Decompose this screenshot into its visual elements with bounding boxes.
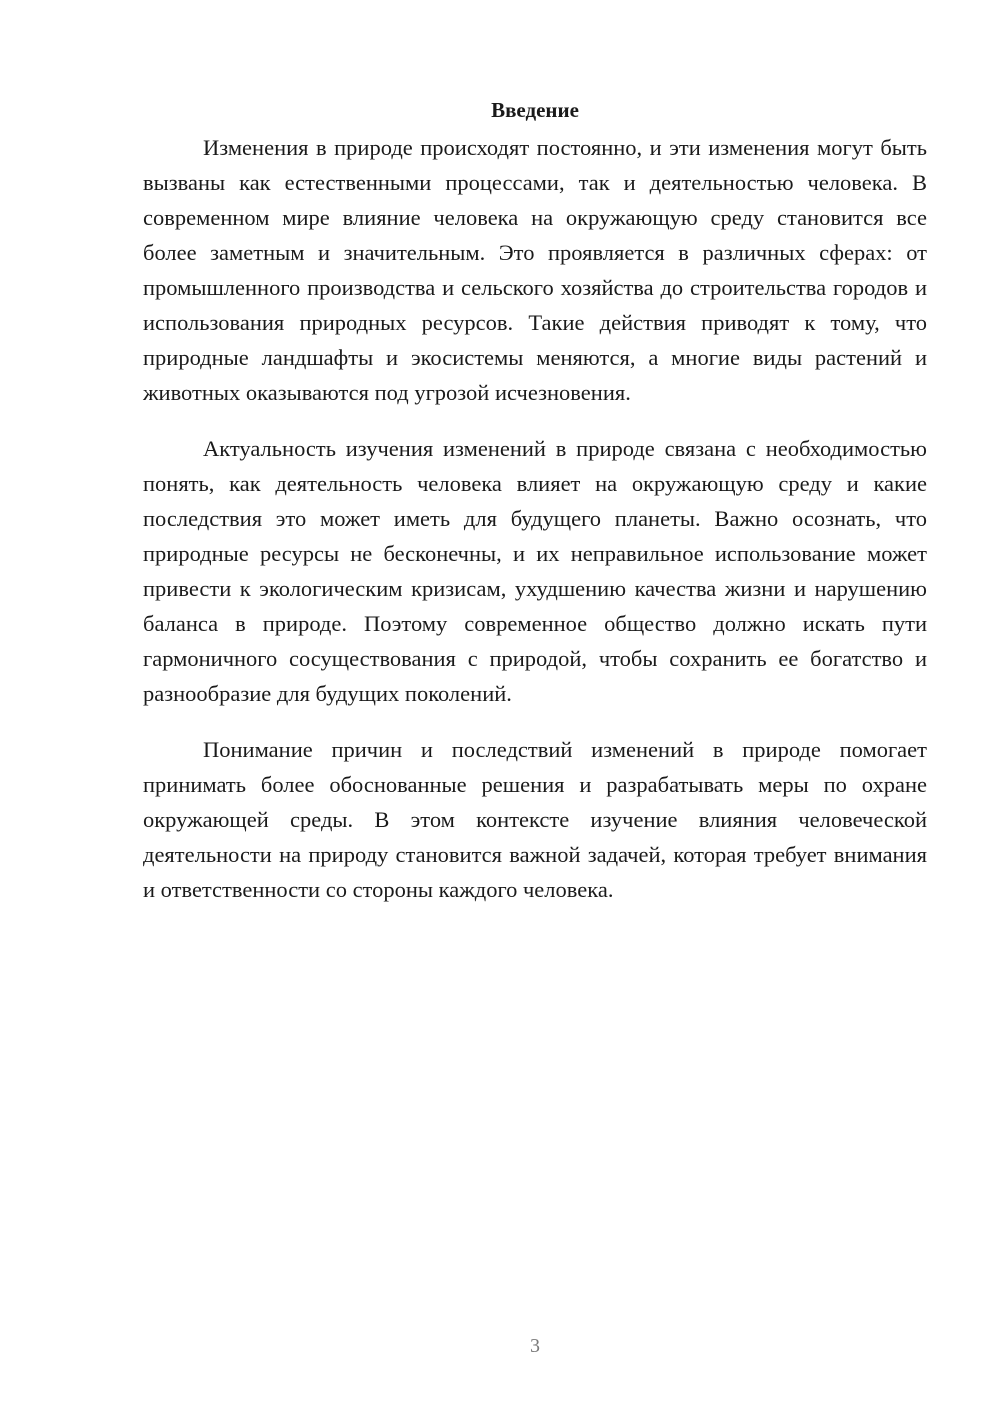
paragraph-1: Изменения в природе происходят постоянно, и эти изменения могут быть вызваны как естественными процессами, так и деятельностью человека. В современном мире влияние человека на окружающую среду становится все более заметным и значительным. Это проявляется в различных сферах: от промышленного производства и сельского хозяйства до строительства городов и использования природных ресурсов. Такие действия приводят к тому, что природные ландшафты и экосистемы меняются, а многие виды растений и животных оказываются под угрозой исчезновения.	[143, 135, 927, 405]
paragraph-3: Понимание причин и последствий изменений в природе помогает принимать более обоснованные решения и разрабатывать меры по охране окружающей среды. В этом контексте изучение влияния человеческой деятельности на природу становится важной задачей, которая требует внимания и ответственности со стороны каждого человека.	[143, 737, 927, 902]
page-number: 3	[530, 1335, 540, 1357]
page-content	[143, 92, 927, 907]
section-heading: Введение	[491, 98, 579, 122]
paragraph-2: Актуальность изучения изменений в природе связана с необходимостью понять, как деятельность человека влияет на окружающую среду и какие последствия это может иметь для будущего планеты. Важно осознать, что природные ресурсы не бесконечны, и их неправильное использование может привести к экологическим кризисам, ухудшению качества жизни и нарушению баланса в природе. Поэтому современное общество должно искать пути гармоничного сосуществования с природой, чтобы сохранить ее богатство и разнообразие для будущих поколений.	[143, 436, 927, 706]
